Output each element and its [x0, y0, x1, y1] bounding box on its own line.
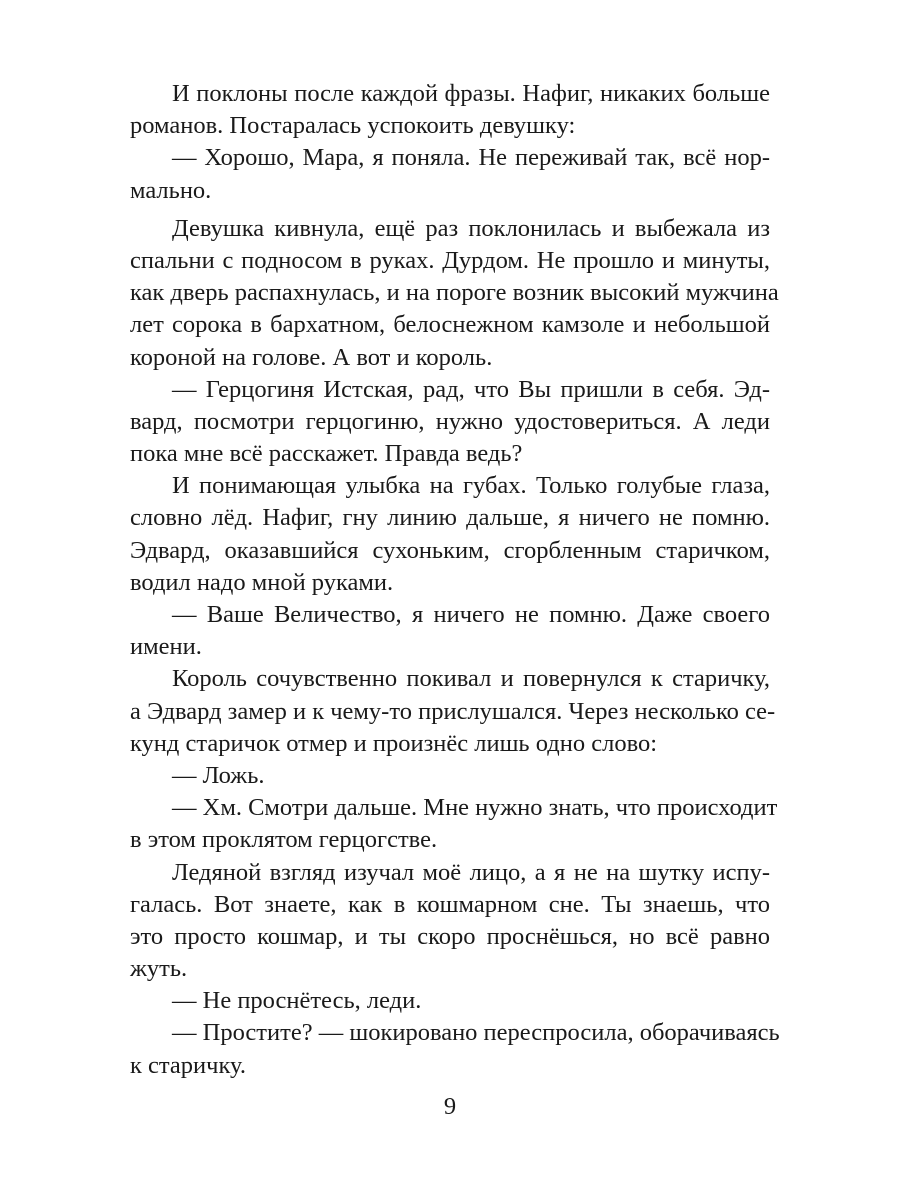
text-line: имени.	[130, 633, 202, 661]
text-line: Девушка кивнула, ещё раз поклонилась и выбежала из	[172, 214, 770, 242]
text-line: — Хм. Смотри дальше. Мне нужно знать, что происходит	[172, 794, 778, 822]
text-line: — Ваше Величество, я ничего не помню. Даже своего	[172, 601, 770, 628]
page-number: 9	[443, 1093, 457, 1120]
text-line: а Эдвард замер и к чему-то прислушался. Через несколько се-	[130, 697, 776, 725]
text-line: мально.	[130, 176, 212, 204]
text-line: романов. Постаралась успокоить девушку:	[130, 112, 576, 140]
text-line: как дверь распахнулась, и на пороге возник высокий мужчина	[130, 279, 779, 307]
text-line: лет сорока в бархатном, белоснежном камзоле и небольшой	[130, 311, 770, 339]
text-line: словно лёд. Нафиг, гну линию дальше, я ничего не помню.	[130, 504, 770, 532]
page-body	[130, 78, 780, 1082]
text-line: — Хорошо, Мара, я поняла. Не переживай так, всё нор-	[172, 144, 770, 172]
text-line: пока мне всё расскажет. Правда ведь?	[130, 440, 523, 468]
text-line: — Ложь.	[172, 761, 265, 789]
text-line: короной на голове. А вот и король.	[130, 343, 493, 371]
text-line: И понимающая улыбка на губах. Только голубые глаза,	[172, 472, 770, 500]
text-line: спальни с подносом в руках. Дурдом. Не прошло и минуты,	[130, 246, 770, 274]
text-line: вард, посмотри герцогиню, нужно удостовериться. А леди	[130, 407, 770, 435]
text-line: кунд старичок отмер и произнёс лишь одно слово:	[130, 729, 658, 757]
text-line: И поклоны после каждой фразы. Нафиг, никаких больше	[172, 80, 770, 107]
text-line: Король сочувственно покивал и повернулся к старичку,	[172, 665, 770, 693]
text-line: галась. Вот знаете, как в кошмарном сне. Ты знаешь, что	[130, 890, 770, 918]
text-line: водил надо мной руками.	[130, 568, 394, 596]
text-line: Эдвард, оказавшийся сухоньким, сгорбленным старичком,	[130, 536, 770, 564]
text-line: Ледяной взгляд изучал моё лицо, а я не на шутку испу-	[172, 858, 770, 886]
text-line: жуть.	[130, 955, 188, 983]
text-line: к старичку.	[130, 1051, 246, 1079]
text-line: — Герцогиня Истская, рад, что Вы пришли в себя. Эд-	[172, 375, 770, 403]
text-line: — Простите? — шокировано переспросила, оборачиваясь	[172, 1019, 780, 1047]
text-line: — Не проснётесь, леди.	[172, 987, 422, 1015]
text-line: это просто кошмар, и ты скоро проснёшься, но всё равно	[130, 922, 770, 950]
text-line: в этом проклятом герцогстве.	[130, 826, 438, 854]
